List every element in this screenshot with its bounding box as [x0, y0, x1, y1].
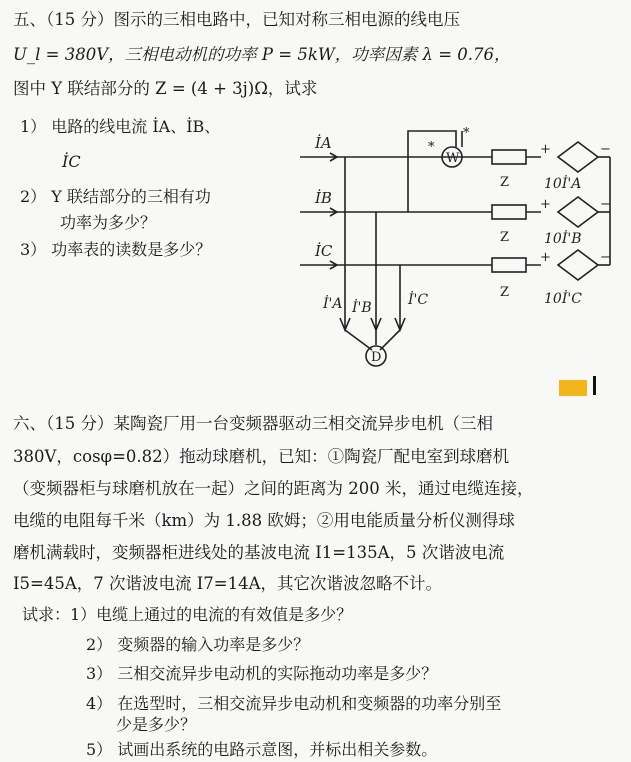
label-src-c: 10İ'C — [544, 291, 582, 307]
highlight-marker — [559, 380, 587, 396]
minus-b: − — [600, 197, 611, 212]
p5-line1: 五、（15 分）图示的三相电路中，已知对称三相电源的线电压 — [13, 10, 460, 29]
wattmeter-star-1: * — [428, 140, 435, 155]
label-ibp: İ'B — [352, 300, 372, 316]
p5-line2: U_l = 380V，三相电动机的功率 P = 5kW，功率因素 λ = 0.76， — [13, 45, 511, 64]
label-ic: İC — [315, 242, 333, 260]
z-label-c: Z — [500, 285, 510, 300]
load-d-label: D — [371, 350, 382, 365]
label-src-a: 10İ'A — [544, 176, 582, 192]
minus-c: − — [600, 250, 611, 265]
impedance-z-a — [492, 150, 526, 164]
controlled-source-c — [558, 250, 598, 280]
controlled-source-b — [558, 197, 598, 227]
label-iap: İ'A — [323, 296, 343, 312]
p5-question-1: 1） 电路的线电流 İA、İB、 — [20, 117, 221, 136]
p6-line5: 磨机满载时，变频器柜进线处的基波电流 I1=135A，5 次谐波电流 — [13, 543, 505, 562]
impedance-z-b — [492, 205, 526, 219]
p6-question-1: 试求：1）电缆上通过的电流的有效值是多少？ — [22, 605, 353, 624]
p6-question-4-cont: 少是多少？ — [116, 715, 197, 734]
label-ib: İB — [315, 189, 332, 207]
plus-c: + — [540, 250, 551, 265]
p6-line6: I5=45A，7 次谐波电流 I7=14A，其它次谐波忽略不计。 — [13, 574, 442, 593]
plus-a: + — [540, 142, 551, 157]
impedance-z-c — [492, 258, 526, 272]
p6-line2: 380V，cosφ=0.82）拖动球磨机，已知：①陶瓷厂配电室到球磨机 — [13, 447, 510, 466]
p6-line3: （变频器柜与球磨机放在一起）之间的距离为 200 米，通过电缆连接， — [13, 479, 534, 498]
z-label-a: Z — [500, 175, 510, 190]
label-src-b: 10İ'B — [544, 231, 582, 247]
p6-line1: 六、（15 分）某陶瓷厂用一台变频器驱动三相交流异步电机（三相 — [13, 414, 493, 433]
p5-question-2: 2） Y 联结部分的三相有功 — [20, 187, 211, 206]
p6-question-2: 2） 变频器的输入功率是多少？ — [86, 635, 310, 654]
minus-a: − — [600, 142, 611, 157]
plus-b: + — [540, 197, 551, 212]
wattmeter-star-2: * — [463, 126, 470, 141]
p6-question-5: 5） 试画出系统的电路示意图，并标出相关参数。 — [86, 740, 438, 759]
p6-question-3: 3） 三相交流异步电动机的实际拖动功率是多少？ — [86, 664, 438, 683]
p6-line4: 电缆的电阻每千米（km）为 1.88 欧姆；②用电能质量分析仪测得球 — [13, 511, 515, 530]
label-ia: İA — [315, 134, 332, 152]
z-label-b: Z — [500, 230, 510, 245]
label-icp: İ'C — [408, 292, 429, 308]
p5-question-1-cont: İC — [62, 152, 81, 171]
wattmeter-label: W — [446, 151, 460, 166]
p5-question-2-cont: 功率为多少？ — [60, 213, 157, 232]
p6-question-4: 4） 在选型时，三相交流异步电动机和变频器的功率分别至 — [86, 694, 502, 713]
p5-line3: 图中 Y 联结部分的 Z = (4 + 3j)Ω，试求 — [13, 79, 318, 98]
controlled-source-a — [558, 142, 598, 172]
text-cursor — [593, 376, 596, 395]
p5-question-3: 3） 功率表的读数是多少？ — [20, 240, 212, 259]
